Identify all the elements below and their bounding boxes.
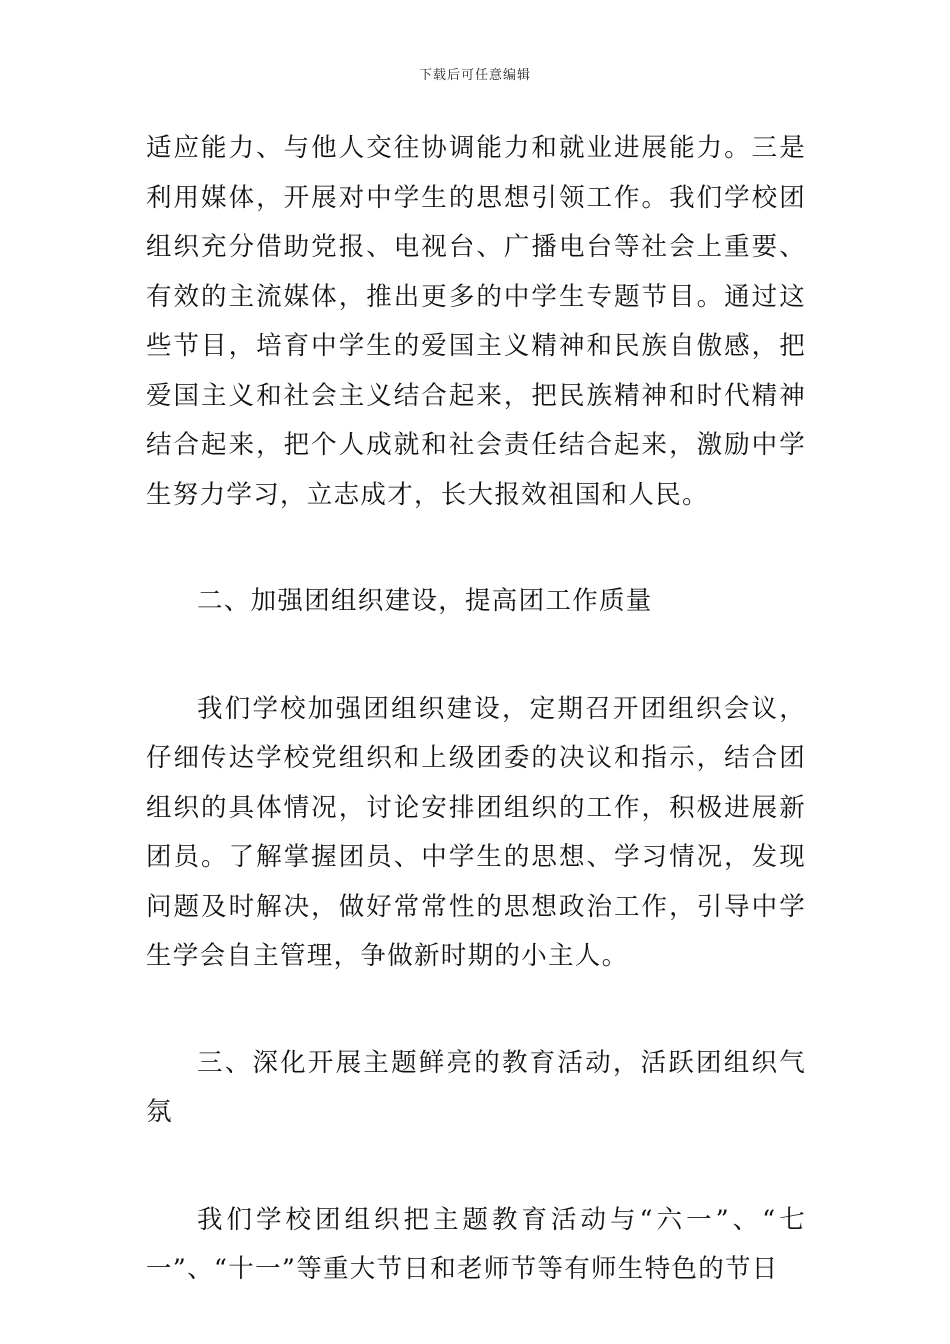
paragraph-section-2: 我们学校加强团组织建设，定期召开团组织会议，仔细传达学校党组织和上级团委的决议和指示，结合团组织的具体情况，讨论安排团组织的工作，积极进展新团员。了解掌握团员、中学生的思想、学习情况，发现问题及时解决，做好常常性的思想政治工作，引导中学生学会自主管理，争做新时期的小主人。 xyxy=(146,693,806,971)
paragraph-spacer xyxy=(146,1138,806,1196)
paragraph-continued: 适应能力、与他人交往协调能力和就业进展能力。三是利用媒体，开展对中学生的思想引领工作。我们学校团组织充分借助党报、电视台、广播电台等社会上重要、有效的主流媒体，推出更多的中学生专题节目。通过这些节目，培育中学生的爱国主义精神和民族自傲感，把爱国主义和社会主义结合起来，把民族精神和时代精神结合起来，把个人成就和社会责任结合起来，激励中学生努力学习，立志成才，长大报效祖国和人民。 xyxy=(146,133,806,510)
paragraph-section-3: 我们学校团组织把主题教育活动与“六一”、“七一”、“十一”等重大节日和老师节等有师生特色的节日 xyxy=(146,1204,806,1284)
section-heading-2: 二、加强团组织建设，提高团工作质量 xyxy=(197,586,653,616)
document-body xyxy=(146,124,806,1295)
page-header-note: 下载后可任意编辑 xyxy=(418,68,531,83)
paragraph-spacer xyxy=(146,520,806,577)
section-heading-3: 三、深化开展主题鲜亮的教育活动，活跃团组织气氛 xyxy=(146,1047,806,1127)
paragraph-spacer xyxy=(146,627,806,685)
paragraph-spacer xyxy=(146,982,806,1039)
